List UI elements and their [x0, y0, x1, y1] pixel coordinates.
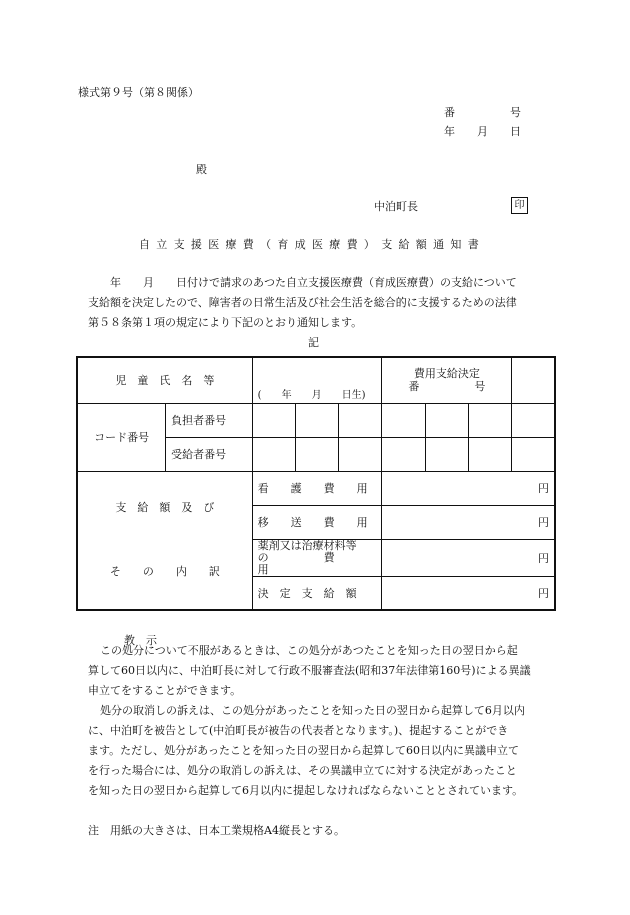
burden-digit [252, 403, 295, 437]
ki-label: 記 [308, 336, 319, 349]
burden-digit [425, 403, 468, 437]
medicine-cost-label: 薬剤又は治療材料等 の 費 用 [252, 539, 382, 576]
burden-digit [512, 403, 555, 437]
burden-digit [468, 403, 511, 437]
instruction-line-2: 算して60日以内に、中泊町長に対して行政不服審査法(昭和37年法律第160号)による異議 [88, 664, 531, 677]
child-name-label: 児 童 氏 名 等 [77, 357, 252, 403]
document-date: 年 月 日 [444, 125, 521, 138]
burden-number-label: 負担者番号 [166, 403, 253, 437]
recipient-digit [425, 437, 468, 471]
recipient-digit [382, 437, 425, 471]
decision-number-label: 費用支給決定 番 号 [382, 357, 512, 403]
medicine-cost-value: 円 [382, 539, 555, 576]
seal-mark: 印 [511, 197, 528, 214]
instruction-line-1: この処分について不服があるときは、この処分があつたことを知った日の翌日から起 [100, 644, 518, 657]
transport-cost-label: 移 送 費 用 [252, 505, 382, 539]
burden-digit [382, 403, 425, 437]
payment-table [76, 356, 556, 611]
recipient-digit [512, 437, 555, 471]
recipient-digit [339, 437, 382, 471]
issuer: 中泊町長 [374, 200, 418, 213]
transport-cost-value: 円 [382, 505, 555, 539]
birth-date-label: ( 年 月 日生) [257, 389, 366, 401]
payment-breakdown-label: 支 給 額 及 び そ の 内 訳 [77, 471, 252, 610]
instruction-title: 教 示 [124, 634, 157, 647]
body-line-1: 年 月 日付けで請求のあつた自立支援医療費（育成医療費）の支給について [88, 276, 517, 289]
instruction-line-5: に、中泊町を被告として(中泊町長が被告の代表者となります。)、提起することができ [88, 724, 509, 737]
instruction-line-7: を行った場合には、処分の取消しの訴えは、その異議申立てに対する決定があったこと [88, 764, 517, 777]
document-title [139, 236, 491, 252]
decided-amount-label: 決 定 支 給 額 [252, 576, 382, 610]
addressee-suffix: 殿 [196, 163, 207, 176]
recipient-digit [252, 437, 295, 471]
document-title-text: 自立支援医療費（育成医療費）支給額通知書 [139, 238, 485, 251]
recipient-digit [295, 437, 338, 471]
recipient-digit [468, 437, 511, 471]
recipient-number-label: 受給者番号 [166, 437, 253, 471]
instruction-line-3: 申立てをすることができます。 [88, 684, 242, 697]
child-name-value [252, 357, 382, 403]
burden-digit [295, 403, 338, 437]
decision-number-value [512, 357, 555, 403]
instruction-line-4: 処分の取消しの訴えは、この処分があったことを知った日の翌日から起算して6月以内 [100, 704, 525, 717]
form-number: 様式第９号（第８関係） [78, 86, 199, 99]
document-number: 番 号 [444, 106, 521, 119]
body-line-3: 第５８条第１項の規定により下記のとおり通知します。 [88, 316, 363, 329]
body-line-2: 支給額を決定したので、障害者の日常生活及び社会生活を総合的に支援するための法律 [88, 296, 517, 309]
code-number-label: コード番号 [77, 403, 166, 471]
instruction-line-6: ます。ただし、処分があったことを知った日の翌日から起算して60日以内に異議申立て [88, 744, 520, 757]
burden-digit [339, 403, 382, 437]
paper-size-note: 注 用紙の大きさは、日本工業規格A4縦長とする。 [88, 824, 345, 837]
nursing-cost-value: 円 [382, 471, 555, 505]
decided-amount-value: 円 [382, 576, 555, 610]
instruction-line-8: を知った日の翌日から起算して6月以内に提起しなければならないこととされています。 [88, 784, 524, 797]
nursing-cost-label: 看 護 費 用 [252, 471, 382, 505]
